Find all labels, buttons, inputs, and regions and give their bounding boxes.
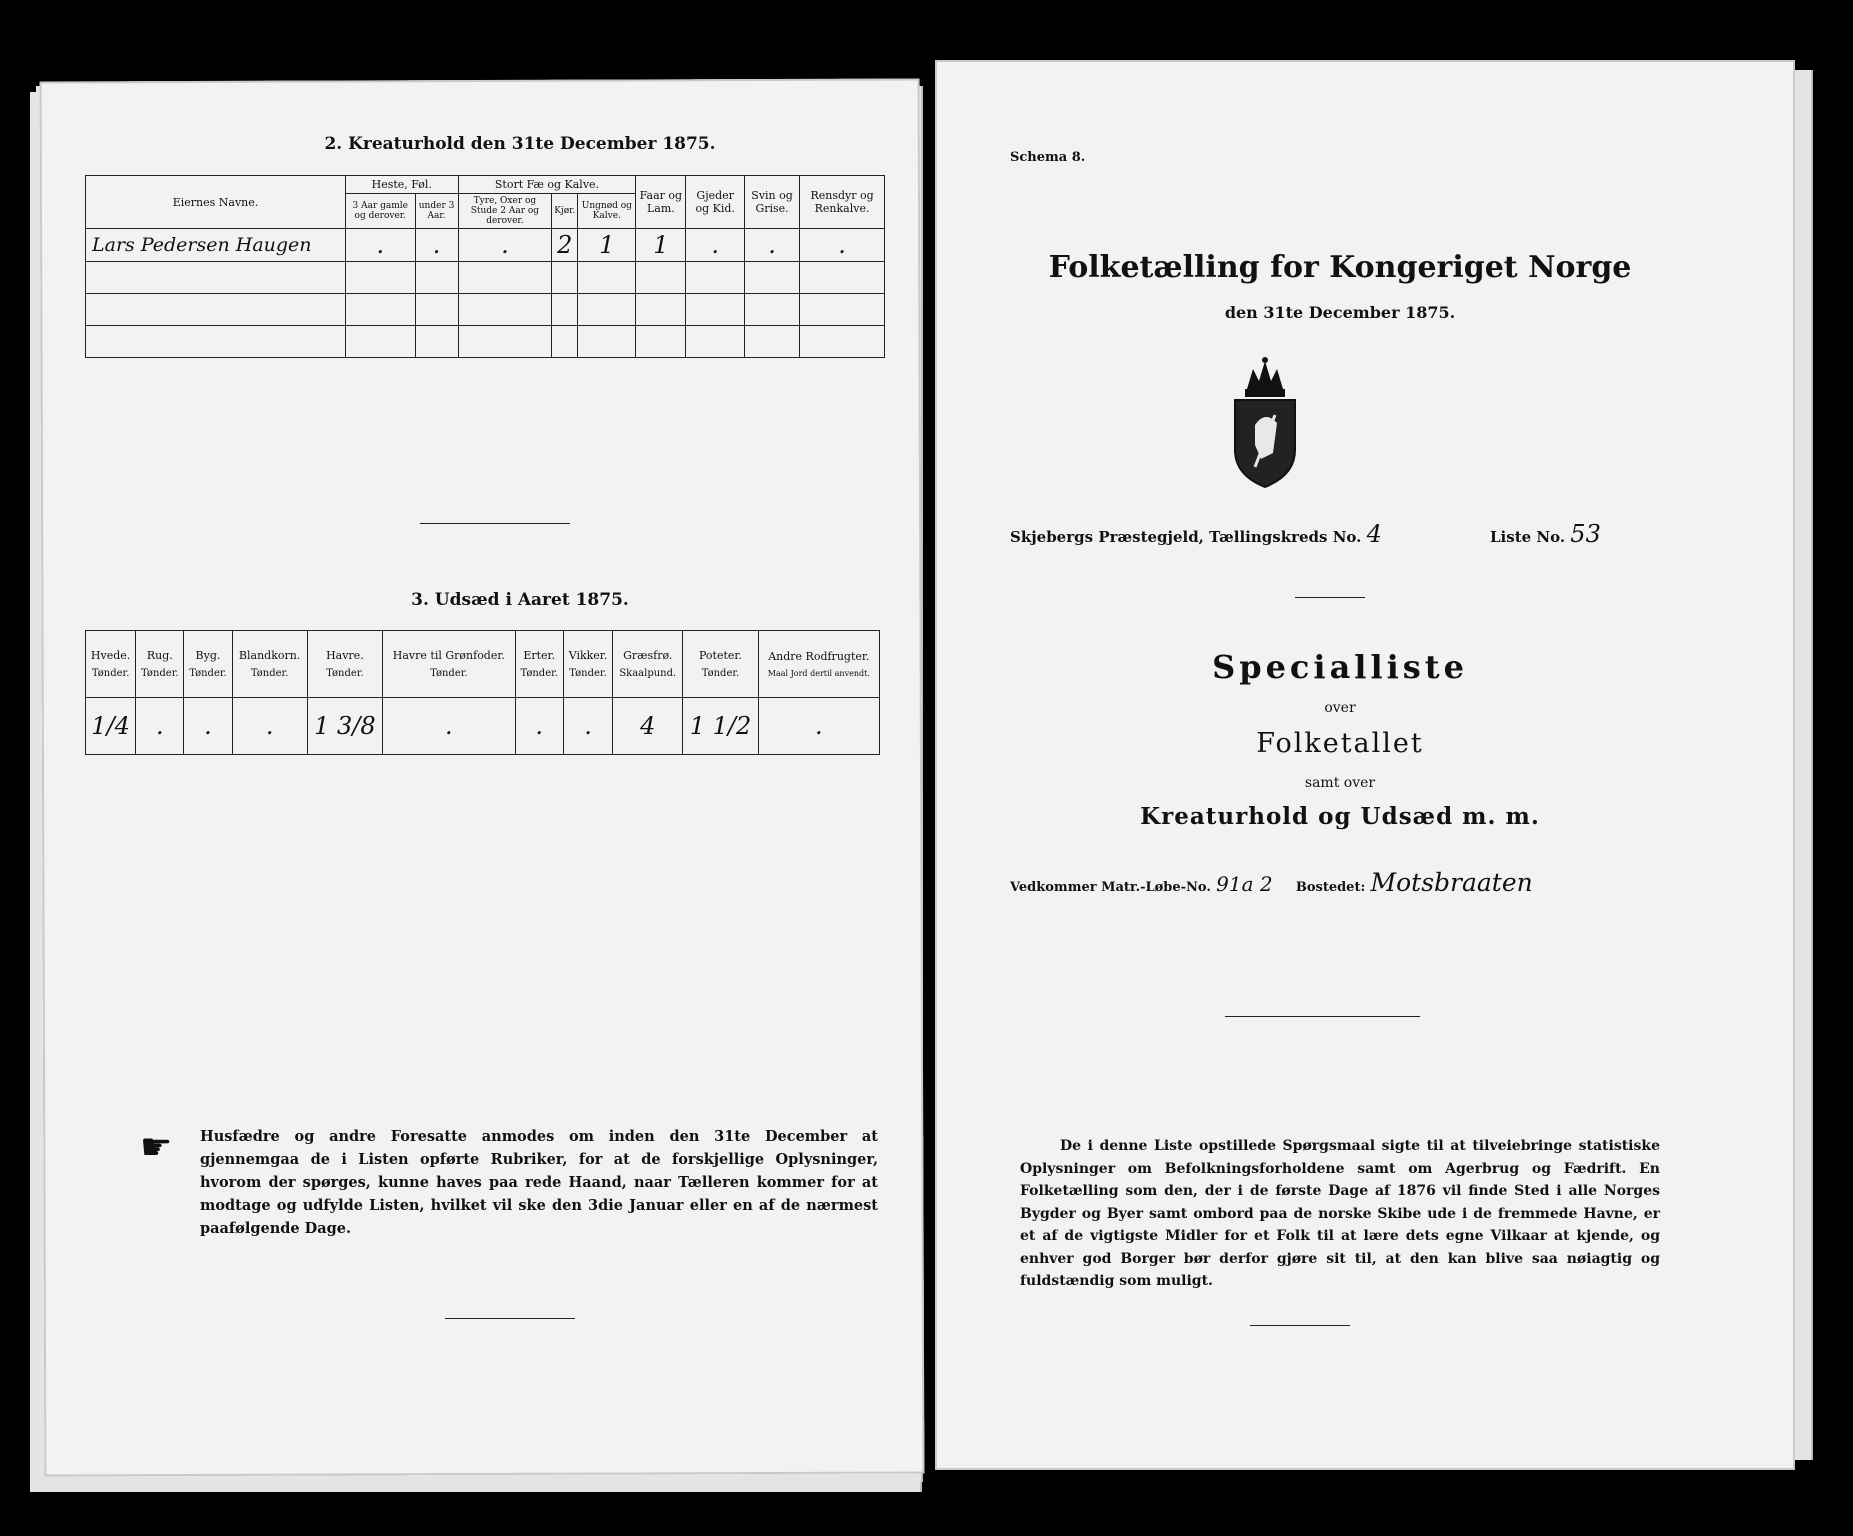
udsaed-header xyxy=(86,631,136,698)
udsaed-value: . xyxy=(758,698,879,755)
page-title: Folketælling for Kongeriget Norge xyxy=(1048,250,1632,285)
udsaed-value: . xyxy=(184,698,232,755)
section-2-title: 2. Kreaturhold den 31te December 1875. xyxy=(324,134,716,154)
udsaed-header-name: Poteter. xyxy=(698,649,742,662)
udsaed-header-unit: Tønder. xyxy=(326,668,364,679)
udsaed-header-name: Erter. xyxy=(523,649,556,662)
table-row xyxy=(86,698,880,755)
folketallet-heading: Folketallet xyxy=(1256,728,1424,759)
cell-rensdyr: . xyxy=(800,229,885,262)
cell-stort-b: 2 xyxy=(552,229,578,262)
liste-number: 53 xyxy=(1570,520,1601,548)
instruction-note: Husfædre og andre Foresatte anmodes om inden den 31te December at gjennemgaa de i Listen opførte Rubriker, for at de forskjellige Oplysninger, hvorom der spørges, kunne haves paa rede Haand, naar Tælleren kommer for at modtage og udfylde Listen, hvilket vil ske den 3die Januar eller en af de nærmest paafølgende Dage. xyxy=(200,1128,878,1237)
udsaed-header-unit: Tønder. xyxy=(430,668,468,679)
matr-label: Vedkommer Matr.-Løbe-No. xyxy=(1010,880,1211,895)
specialliste-heading: Specialliste xyxy=(1212,648,1468,686)
col-heste-b: under 3 Aar. xyxy=(415,194,458,229)
udsaed-value: . xyxy=(232,698,307,755)
udsaed-header-name: Vikker. xyxy=(568,649,608,662)
udsaed-header xyxy=(307,631,382,698)
col-stort-a: Tyre, Oxer og Stude 2 Aar og derover. xyxy=(458,194,552,229)
cell-stort-a: . xyxy=(458,229,552,262)
col-owner: Eiernes Navne. xyxy=(86,176,346,229)
divider xyxy=(420,523,570,524)
col-faar: Faar og Lam. xyxy=(636,176,686,229)
pointing-hand-icon: ☛ xyxy=(140,1127,173,1168)
over-text: over xyxy=(1324,700,1356,716)
udsaed-header-unit: Skaalpund. xyxy=(619,668,677,679)
census-date: den 31te December 1875. xyxy=(1224,303,1456,322)
section-3-title: 3. Udsæd i Aaret 1875. xyxy=(411,590,629,610)
schema-label: Schema 8. xyxy=(1010,150,1086,165)
divider xyxy=(445,1318,575,1319)
udsaed-header-unit: Tønder. xyxy=(189,668,227,679)
udsaed-value: . xyxy=(515,698,563,755)
udsaed-header xyxy=(232,631,307,698)
col-stort: Stort Fæ og Kalve. xyxy=(458,176,636,194)
udsaed-value: . xyxy=(563,698,612,755)
cell-gjeder: . xyxy=(686,229,745,262)
divider xyxy=(1295,597,1365,598)
udsaed-header xyxy=(136,631,184,698)
udsaed-header xyxy=(383,631,516,698)
matr-line xyxy=(1010,868,1533,897)
udsaed-header-name: Havre. xyxy=(326,649,364,662)
table-row xyxy=(86,326,885,358)
divider xyxy=(1225,1016,1420,1017)
udsaed-header-unit: Maal Jord dertil anvendt. xyxy=(767,669,870,678)
info-paragraph: De i denne Liste opstillede Spørgsmaal sigte til at tilveiebringe statistiske Oplysninger om Befolkningsforholdene samt om Agerbrug og Fædrift. En Folketælling som den, der i de første Dage af 1876 vil finde Sted i alle Norges Bygder og Byer samt ombord paa de norske Skibe ude i de fremmede Havne, er et af de vigtigste Midler for et Folk til at lære dets egne Vilkaar at kjende, og enhver god Borger bør derfor gjøre sit til, at den kan blive saa nøiagtig og fuldstændig som muligt. xyxy=(1020,1138,1660,1289)
col-stort-b: Kjør. xyxy=(552,194,578,229)
cell-stort-c: 1 xyxy=(578,229,636,262)
table-row xyxy=(86,262,885,294)
col-gjeder: Gjeder og Kid. xyxy=(686,176,745,229)
liste-line xyxy=(1490,520,1601,548)
udsaed-header-name: Græsfrø. xyxy=(623,649,673,662)
kreds-number: 4 xyxy=(1366,520,1382,548)
udsaed-header xyxy=(758,631,879,698)
cell-heste-a: . xyxy=(346,229,416,262)
udsaed-header xyxy=(515,631,563,698)
bosted-label: Bostedet: xyxy=(1295,880,1366,895)
udsaed-header xyxy=(613,631,683,698)
udsaed-header-unit: Tønder. xyxy=(520,668,558,679)
divider xyxy=(1250,1325,1350,1326)
col-heste: Heste, Føl. xyxy=(346,176,459,194)
udsaed-value: 1 1/2 xyxy=(683,698,758,755)
col-rensdyr: Rensdyr og Renkalve. xyxy=(800,176,885,229)
udsaed-value: 1/4 xyxy=(86,698,136,755)
cell-faar: 1 xyxy=(636,229,686,262)
udsaed-header xyxy=(184,631,232,698)
udsaed-header-name: Andre Rodfrugter. xyxy=(768,650,870,663)
table-row xyxy=(86,294,885,326)
udsaed-value: 4 xyxy=(613,698,683,755)
udsaed-header-name: Rug. xyxy=(146,649,173,662)
bosted-value: Motsbraaten xyxy=(1370,868,1533,897)
norway-coat-of-arms-icon xyxy=(1225,355,1305,490)
udsaed-header-unit: Tønder. xyxy=(91,668,130,679)
udsaed-header-name: Hvede. xyxy=(90,649,131,662)
col-stort-c: Ungnød og Kalve. xyxy=(578,194,636,229)
page-stack-edge xyxy=(1795,70,1813,1460)
cell-heste-b: . xyxy=(415,229,458,262)
udsaed-header xyxy=(563,631,612,698)
samt-over-text: samt over xyxy=(1304,775,1376,791)
col-svin: Svin og Grise. xyxy=(745,176,800,229)
prestegjeld-name: Skjebergs xyxy=(1010,528,1094,546)
table-row xyxy=(86,229,885,262)
udsaed-header-unit: Tønder. xyxy=(701,668,740,679)
owner-name: Lars Pedersen Haugen xyxy=(86,229,346,262)
udsaed-header-unit: Tønder. xyxy=(569,668,607,679)
udsaed-value: . xyxy=(383,698,516,755)
kreds-label: Tællingskreds No. xyxy=(1209,528,1362,546)
udsaed-table xyxy=(85,630,880,755)
udsaed-header xyxy=(683,631,758,698)
udsaed-value: 1 3/8 xyxy=(307,698,382,755)
liste-label: Liste No. xyxy=(1490,528,1566,546)
prestegjeld-line xyxy=(1010,520,1382,548)
col-heste-a: 3 Aar gamle og derover. xyxy=(346,194,416,229)
udsaed-header-unit: Tønder. xyxy=(141,668,179,679)
kreaturhold-table xyxy=(85,175,885,358)
udsaed-header-unit: Tønder. xyxy=(250,668,289,679)
udsaed-header-name: Blandkorn. xyxy=(238,649,301,662)
prestegjeld-label: Præstegjeld, xyxy=(1098,528,1204,546)
kreaturhold-heading: Kreaturhold og Udsæd m. m. xyxy=(1140,803,1540,830)
udsaed-header-name: Havre til Grønfoder. xyxy=(392,649,505,662)
cell-svin: . xyxy=(745,229,800,262)
matr-value: 91a 2 xyxy=(1216,872,1273,896)
udsaed-value: . xyxy=(136,698,184,755)
udsaed-header-name: Byg. xyxy=(195,649,221,662)
